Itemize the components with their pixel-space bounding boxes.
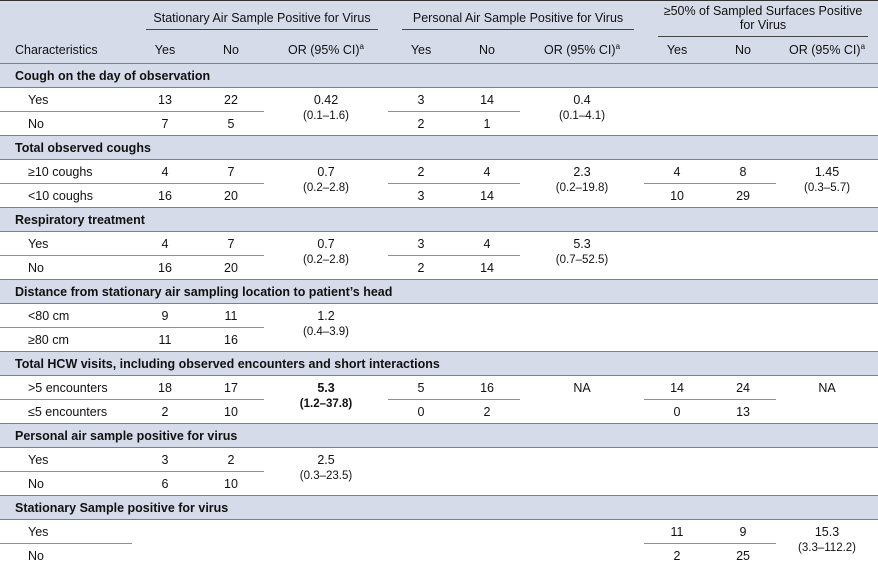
count-no: 11 (198, 304, 264, 328)
count-yes: 2 (673, 548, 681, 563)
count-yes: 3 (388, 232, 454, 256)
odds-ratio-cell (776, 304, 878, 352)
row-label: Yes (0, 232, 132, 256)
confidence-interval: (0.3–5.7) (804, 182, 851, 194)
section-title: Cough on the day of observation (0, 64, 878, 88)
column-header-row (0, 37, 878, 64)
count-yes: 2 (417, 116, 425, 131)
odds-ratio-value: 1.2 (317, 309, 335, 323)
count-yes: 3 (417, 188, 425, 203)
count-yes (644, 328, 710, 352)
yes-header: Yes (132, 37, 198, 64)
odds-ratio-cell (264, 376, 388, 424)
group-label-surfaces: ≥50% of Sampled Surfaces Positive for Virus (658, 1, 868, 37)
count-no: 4 (454, 232, 520, 256)
count-yes: 4 (132, 160, 198, 184)
count-no: 20 (224, 260, 238, 275)
table-row (0, 472, 878, 496)
count-yes: 3 (388, 88, 454, 112)
count-no: 2 (483, 404, 491, 419)
count-no: 29 (736, 188, 750, 203)
count-no: 22 (198, 88, 264, 112)
odds-ratio-value: 1.45 (814, 165, 840, 179)
count-yes: 2 (161, 404, 169, 419)
yes-header: Yes (388, 37, 454, 64)
odds-ratio-cell (776, 88, 878, 136)
count-yes (388, 448, 454, 472)
or-header: OR (95% CI)$^a$ (776, 37, 878, 64)
count-no (198, 544, 264, 568)
count-no (454, 328, 520, 352)
count-no (454, 304, 520, 328)
count-no: 7 (198, 160, 264, 184)
confidence-interval: (0.1–1.6) (302, 110, 350, 122)
odds-ratio-cell (776, 448, 878, 496)
odds-ratio-cell (264, 304, 388, 352)
count-yes (388, 544, 454, 568)
row-label: Yes (0, 88, 132, 112)
table-body (0, 64, 878, 568)
section-header-row (0, 64, 878, 88)
table-row (0, 448, 878, 472)
count-no (710, 328, 776, 352)
count-no: 8 (710, 160, 776, 184)
odds-ratio-value: 2.5 (317, 453, 335, 467)
count-no: 14 (480, 260, 494, 275)
odds-ratio-cell (264, 232, 388, 280)
or-header: OR (95% CI)$^a$ (264, 37, 388, 64)
odds-ratio-cell (520, 520, 644, 568)
section-title: Total HCW visits, including observed encounters and short interactions (0, 352, 878, 376)
section-title: Stationary Sample positive for virus (0, 496, 878, 520)
odds-ratio-cell (264, 88, 388, 136)
count-yes: 11 (158, 332, 172, 347)
odds-ratio-value: NA (573, 381, 591, 395)
odds-ratio-value: NA (818, 381, 836, 395)
count-no (710, 472, 776, 496)
count-no (710, 256, 776, 280)
row-label: ≤5 encounters (28, 404, 108, 419)
count-yes: 13 (132, 88, 198, 112)
row-label: No (28, 476, 44, 491)
confidence-interval: (0.2–2.8) (302, 182, 350, 194)
count-no (454, 448, 520, 472)
odds-ratio-cell (264, 160, 388, 208)
count-yes (132, 544, 198, 568)
group-header-surfaces (644, 1, 878, 38)
row-label: Yes (0, 448, 132, 472)
count-no: 9 (710, 520, 776, 544)
count-no: 14 (480, 188, 494, 203)
odds-ratio-cell (264, 448, 388, 496)
count-no: 4 (454, 160, 520, 184)
row-label: >5 encounters (0, 376, 132, 400)
confidence-interval: (0.1–4.1) (559, 110, 606, 122)
or-header: OR (95% CI)$^a$ (520, 37, 644, 64)
count-yes (388, 328, 454, 352)
section-title: Total observed coughs (0, 136, 878, 160)
table-row (0, 304, 878, 328)
count-no: 16 (224, 332, 238, 347)
table-row (0, 184, 878, 208)
count-no: 24 (710, 376, 776, 400)
table-row (0, 112, 878, 136)
odds-ratio-value: 5.3 (573, 237, 591, 251)
group-header-stationary (132, 1, 388, 38)
count-yes (644, 304, 710, 328)
no-header: No (454, 37, 520, 64)
section-header-row (0, 136, 878, 160)
count-yes: 2 (388, 160, 454, 184)
odds-ratio-cell (776, 376, 878, 424)
row-label: Yes (0, 520, 132, 544)
table-row (0, 328, 878, 352)
count-no (454, 520, 520, 544)
count-yes (644, 472, 710, 496)
odds-ratio-value: 15.3 (814, 525, 840, 539)
table-row (0, 400, 878, 424)
odds-ratio-value: 0.4 (573, 93, 591, 107)
odds-ratio-cell (520, 448, 644, 496)
count-yes: 9 (132, 304, 198, 328)
count-yes: 14 (644, 376, 710, 400)
row-label: <10 coughs (28, 188, 93, 203)
confidence-interval: (3.3–112.2) (798, 542, 857, 554)
confidence-interval: (0.3–23.5) (299, 470, 353, 482)
count-no: 25 (736, 548, 750, 563)
section-title: Personal air sample positive for virus (0, 424, 878, 448)
count-yes: 0 (673, 404, 681, 419)
section-title: Distance from stationary air sampling location to patient’s head (0, 280, 878, 304)
group-header-personal (388, 1, 644, 38)
table-row (0, 520, 878, 544)
section-header-row (0, 496, 878, 520)
count-no: 17 (198, 376, 264, 400)
odds-ratio-value: 2.3 (573, 165, 591, 179)
count-yes (644, 256, 710, 280)
count-yes: 7 (161, 116, 169, 131)
count-no: 2 (198, 448, 264, 472)
count-no: 7 (198, 232, 264, 256)
section-header-row (0, 352, 878, 376)
yes-header: Yes (644, 37, 710, 64)
group-header-row (0, 1, 878, 38)
odds-ratio-cell (776, 232, 878, 280)
section-header-row (0, 280, 878, 304)
odds-ratio-value: 0.42 (313, 93, 339, 107)
count-no (198, 520, 264, 544)
count-no: 5 (227, 116, 235, 131)
odds-ratio-value: 5.3 (317, 381, 335, 395)
odds-ratio-cell (264, 520, 388, 568)
row-label: <80 cm (0, 304, 132, 328)
table-row (0, 544, 878, 568)
confidence-interval: (0.2–2.8) (302, 254, 350, 266)
count-yes: 5 (388, 376, 454, 400)
row-label: No (28, 260, 44, 275)
odds-ratio-value: 0.7 (317, 237, 335, 251)
count-yes: 11 (644, 520, 710, 544)
count-yes: 4 (644, 160, 710, 184)
count-yes (388, 472, 454, 496)
group-label-stationary: Stationary Air Sample Positive for Virus (146, 8, 378, 30)
odds-ratio-cell (520, 160, 644, 208)
row-label: No (28, 116, 44, 131)
count-yes: 4 (132, 232, 198, 256)
no-header: No (710, 37, 776, 64)
count-yes: 10 (670, 188, 684, 203)
odds-ratio-cell (520, 88, 644, 136)
count-no: 1 (483, 116, 491, 131)
count-yes (132, 520, 198, 544)
count-yes: 18 (132, 376, 198, 400)
section-title: Respiratory treatment (0, 208, 878, 232)
count-no (710, 232, 776, 256)
section-header-row (0, 424, 878, 448)
count-yes (644, 448, 710, 472)
count-no: 20 (224, 188, 238, 203)
table-row (0, 160, 878, 184)
count-yes: 6 (161, 476, 169, 491)
row-label: No (28, 548, 44, 563)
odds-ratio-cell (776, 520, 878, 568)
count-no: 10 (224, 476, 238, 491)
confidence-interval: (1.2–37.8) (299, 398, 353, 410)
table-row (0, 256, 878, 280)
count-no (710, 88, 776, 112)
table-row (0, 88, 878, 112)
count-yes: 2 (417, 260, 425, 275)
no-header: No (198, 37, 264, 64)
table-row (0, 376, 878, 400)
count-yes: 16 (158, 260, 172, 275)
count-no: 13 (736, 404, 750, 419)
characteristics-header: Characteristics (0, 37, 132, 64)
count-yes (644, 232, 710, 256)
count-no (710, 112, 776, 136)
odds-ratio-value: 0.7 (317, 165, 335, 179)
count-yes (644, 88, 710, 112)
count-no (710, 304, 776, 328)
count-no (710, 448, 776, 472)
table-row (0, 232, 878, 256)
count-yes: 0 (417, 404, 425, 419)
row-label: ≥80 cm (28, 332, 69, 347)
group-label-personal: Personal Air Sample Positive for Virus (402, 8, 634, 30)
odds-ratio-cell (520, 304, 644, 352)
confidence-interval: (0.7–52.5) (555, 254, 609, 266)
section-header-row (0, 208, 878, 232)
count-no: 10 (224, 404, 238, 419)
count-yes (388, 520, 454, 544)
count-no (454, 544, 520, 568)
odds-ratio-cell (776, 160, 878, 208)
count-no: 16 (454, 376, 520, 400)
odds-ratio-cell (520, 232, 644, 280)
count-yes (388, 304, 454, 328)
count-yes: 16 (158, 188, 172, 203)
count-yes: 3 (132, 448, 198, 472)
confidence-interval: (0.2–19.8) (555, 182, 609, 194)
odds-ratio-cell (520, 376, 644, 424)
row-label: ≥10 coughs (0, 160, 132, 184)
confidence-interval: (0.4–3.9) (302, 326, 350, 338)
count-yes (644, 112, 710, 136)
count-no: 14 (454, 88, 520, 112)
count-no (454, 472, 520, 496)
